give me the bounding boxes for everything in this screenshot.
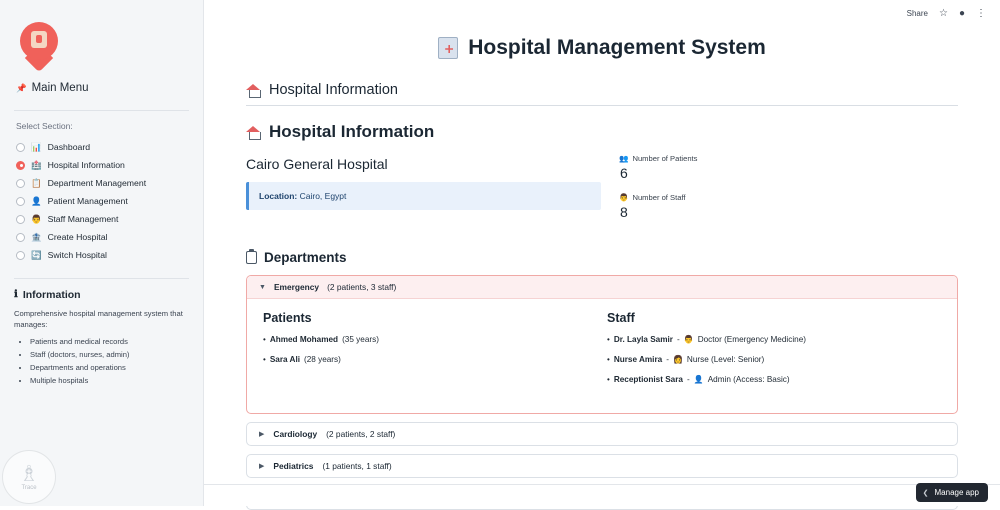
hospital-icon: 🏥 xyxy=(31,160,42,170)
staff-detail: Doctor (Emergency Medicine) xyxy=(697,335,806,344)
patient-name: Ahmed Mohamed xyxy=(269,335,339,344)
department-meta: (2 patients, 2 staff) xyxy=(326,429,396,439)
location-value: Cairo, Egypt xyxy=(299,191,347,201)
metric-patients-value: 6 xyxy=(620,165,628,181)
patient-name: Sara Ali xyxy=(269,355,300,364)
sidebar-item-staff-management[interactable] xyxy=(14,210,189,228)
watermark-label: Trace xyxy=(21,485,37,491)
chevron-left-icon: ❮ xyxy=(922,489,929,497)
information-description: Comprehensive hospital management system that manages: xyxy=(14,309,183,329)
department-emergency xyxy=(246,275,958,414)
metric-staff-label-row xyxy=(619,193,958,202)
bullet-dot-icon: • xyxy=(263,355,266,364)
hospital-details-column xyxy=(246,154,601,210)
department-meta: (1 patients, 1 staff) xyxy=(322,461,392,471)
location-label: Location: xyxy=(259,191,298,201)
select-section-label: Select Section: xyxy=(16,121,73,131)
staff-detail: Nurse (Level: Senior) xyxy=(686,355,765,364)
bullet-dot-icon: • xyxy=(607,375,610,384)
staff-name: Dr. Layla Samir xyxy=(613,335,673,344)
metric-staff-value: 8 xyxy=(620,204,628,220)
sidebar-item-label: Create Hospital xyxy=(47,232,108,242)
sidebar-item-label: Switch Hospital xyxy=(47,250,107,260)
department-pediatrics[interactable] xyxy=(246,454,958,478)
watermark-logo xyxy=(2,450,56,504)
staff-name: Nurse Amira xyxy=(613,355,663,364)
share-button[interactable]: Share xyxy=(906,8,928,18)
info-icon: ℹ xyxy=(14,289,18,300)
metric-label: Number of Patients xyxy=(632,154,698,163)
radio-hospital-information[interactable] xyxy=(16,161,25,170)
list-item: • Multiple hospitals xyxy=(30,374,189,387)
staff-name: Receptionist Sara xyxy=(613,375,683,384)
sidebar-divider-top xyxy=(14,110,189,111)
footer-bar xyxy=(204,484,1000,506)
main-menu-label: Main Menu xyxy=(31,82,89,94)
department-emergency-body xyxy=(247,299,957,413)
more-vertical-icon[interactable]: ⋮ xyxy=(976,7,986,19)
doctor-icon: 👨 xyxy=(683,335,694,344)
list-item xyxy=(607,375,941,384)
chevron-down-icon: ▼ xyxy=(259,283,266,291)
sidebar-item-label: Hospital Information xyxy=(47,160,125,170)
list-item xyxy=(263,355,597,364)
manage-app-label: Manage app xyxy=(934,488,979,497)
github-icon[interactable]: ● xyxy=(958,7,965,19)
departments-header xyxy=(246,250,958,265)
sidebar-information-title xyxy=(14,289,189,301)
hospital-building-icon xyxy=(438,37,458,59)
sidebar-item-label: Department Management xyxy=(47,178,147,188)
section-header-text: Hospital Information xyxy=(269,82,398,98)
list-item: • Staff (doctors, nurses, admin) xyxy=(30,348,189,361)
information-bullet-list xyxy=(14,335,189,387)
staff-icon: 👨 xyxy=(619,193,629,202)
sidebar-item-patient-management[interactable] xyxy=(14,192,189,210)
department-name: Emergency xyxy=(273,282,320,292)
bullet-dot-icon: • xyxy=(607,355,610,364)
bullet-dot-icon: • xyxy=(607,335,610,344)
list-item xyxy=(263,335,597,344)
radio-patient-management[interactable] xyxy=(16,197,25,206)
page-content xyxy=(204,36,1000,498)
dashboard-icon: 📊 xyxy=(31,142,42,152)
main-menu-header xyxy=(14,80,189,104)
list-item xyxy=(607,355,941,364)
department-meta: (2 patients, 3 staff) xyxy=(327,282,397,292)
sidebar-item-label: Staff Management xyxy=(47,214,119,224)
metric-patients-label-row xyxy=(619,154,958,163)
patient-icon: 👤 xyxy=(31,196,42,206)
department-icon: 📋 xyxy=(31,178,42,188)
sidebar-item-label: Dashboard xyxy=(47,142,91,152)
radio-dashboard[interactable] xyxy=(16,143,25,152)
staff-column xyxy=(607,311,941,395)
nurse-icon: 👩 xyxy=(672,355,683,364)
patients-icon: 👥 xyxy=(619,154,629,163)
sidebar-item-switch-hospital[interactable] xyxy=(14,246,189,264)
list-item xyxy=(607,335,941,344)
sidebar-divider-bottom xyxy=(14,278,189,279)
house-icon xyxy=(246,125,261,139)
sidebar xyxy=(0,0,204,506)
sidebar-item-dashboard[interactable] xyxy=(14,138,189,156)
staff-icon: 👨 xyxy=(31,214,42,224)
main-area xyxy=(204,0,1000,506)
radio-staff-management[interactable] xyxy=(16,215,25,224)
bullet-dot-icon: • xyxy=(263,335,266,344)
radio-department-management[interactable] xyxy=(16,179,25,188)
chevron-right-icon: ▶ xyxy=(259,463,265,470)
topbar xyxy=(204,0,1000,26)
patients-column xyxy=(263,311,597,395)
list-item: • Departments and operations xyxy=(30,361,189,374)
hospital-overview xyxy=(246,154,958,232)
list-item: • Patients and medical records xyxy=(30,335,189,348)
department-emergency-toggle[interactable] xyxy=(247,276,957,299)
sidebar-item-department-management[interactable] xyxy=(14,174,189,192)
hospital-metrics-column xyxy=(611,154,958,232)
staff-header: Staff xyxy=(607,311,635,325)
menu-icon: 📌 xyxy=(16,83,27,93)
page-title xyxy=(246,36,958,60)
sidebar-item-label: Patient Management xyxy=(47,196,128,206)
page-title-text: Hospital Management System xyxy=(468,36,766,59)
location-info-box xyxy=(246,182,601,210)
location-pin-hospital-logo xyxy=(20,22,58,70)
switch-hospital-icon: 🔄 xyxy=(31,250,42,260)
clipboard-icon xyxy=(246,251,257,264)
star-icon[interactable]: ☆ xyxy=(938,7,948,19)
staff-separator: - xyxy=(666,355,669,364)
department-name: Cardiology xyxy=(273,429,318,439)
department-cardiology[interactable] xyxy=(246,422,958,446)
patient-detail: (35 years) xyxy=(342,335,379,344)
radio-create-hospital[interactable] xyxy=(16,233,25,242)
patient-detail: (28 years) xyxy=(304,355,341,364)
sub-header xyxy=(246,122,958,142)
chevron-right-icon: ▶ xyxy=(259,431,265,438)
patients-header: Patients xyxy=(263,311,312,325)
sub-header-text: Hospital Information xyxy=(269,122,435,141)
sidebar-item-hospital-information[interactable] xyxy=(14,156,189,174)
radio-switch-hospital[interactable] xyxy=(16,251,25,260)
staff-separator: - xyxy=(686,375,690,384)
pin-cross-symbol xyxy=(31,31,47,48)
admin-icon: 👤 xyxy=(693,375,704,384)
staff-detail: Admin (Access: Basic) xyxy=(707,375,790,384)
hospital-name: Cairo General Hospital xyxy=(246,156,388,172)
section-header xyxy=(246,82,958,106)
create-hospital-icon: 🏦 xyxy=(31,232,42,242)
information-title-label: Information xyxy=(22,289,81,301)
staff-separator: - xyxy=(676,335,680,344)
department-name: Pediatrics xyxy=(273,461,314,471)
departments-header-text: Departments xyxy=(264,250,347,265)
manage-app-button[interactable] xyxy=(916,483,988,502)
watermark-glyph: ♗ xyxy=(19,461,39,486)
metric-label: Number of Staff xyxy=(632,193,686,202)
sidebar-item-create-hospital[interactable] xyxy=(14,228,189,246)
house-icon xyxy=(246,83,261,97)
